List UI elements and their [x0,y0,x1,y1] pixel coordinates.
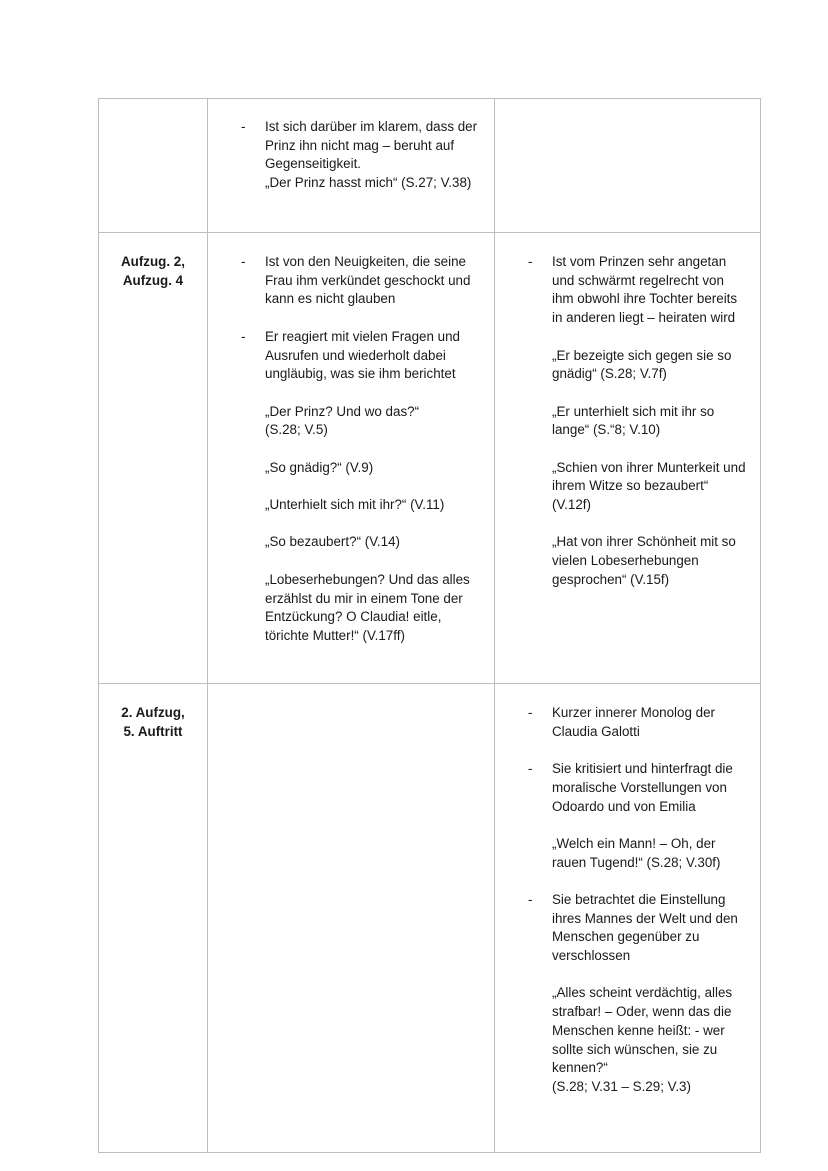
bullet-dash: - [528,254,533,269]
note-text: Ist von den Neuigkeiten, die seine Frau ihm verkündet geschockt und kann es nicht glauben [265,254,471,307]
table-row [99,99,761,233]
scene-label: Aufzug. 4 [122,272,184,288]
note-text: „Schien von ihrer Munterkeit und ihrem Witze so bezaubert“ (V.12f) [552,459,746,513]
odoardo-notes-cell [208,684,495,1153]
note-text: „Er unterhielt sich mit ihr so lange“ (S.“8; V.10) [552,403,715,438]
note-text: „Er bezeigte sich gegen sie so gnädig“ (S.28; V.7f) [552,347,732,382]
note-text: „So bezaubert?“ (V.14) [265,534,400,550]
scene-label-cell [99,684,208,1153]
note-text: Kurzer innerer Monolog der Claudia Galotti [552,705,716,739]
claudia-notes-cell [495,684,761,1153]
note-text: „Hat von ihrer Schönheit mit so vielen Lobeserhebungen gesprochen“ (V.15f) [552,534,736,587]
odoardo-notes-cell [208,99,495,233]
table-row [99,684,761,1153]
note-text: „Unterhielt sich mit ihr?“ (V.11) [265,497,445,513]
list-item [495,891,760,1097]
note-text: „So gnädig?“ (V.9) [265,459,374,475]
note-text: (S.28; V.5) [265,422,328,438]
list-item [495,253,760,590]
claudia-notes-cell [495,99,761,233]
list-item [208,328,494,646]
note-text: „Lobeserhebungen? Und das alles erzählst du mir in einem Tone der Entzückung? O Claudia! eitle, törichte Mutter!“ (V.17ff) [265,571,470,643]
bullet-dash: - [241,254,246,269]
bullet-dash: - [528,891,533,907]
bullet-dash: - [241,119,246,134]
scene-label-cell [99,233,208,684]
scene-label: Aufzug. 2, [121,254,185,269]
note-text: Ist sich darüber im klarem, dass der Prinz ihn nicht mag – beruht auf Gegenseitigkeit. [265,119,478,172]
note-text: „Alles scheint verdächtig, alles strafbar! – Oder, wenn das die Menschen kenne heißt: - wer sollte sich wünschen, sie zu kennen?“ [552,985,733,1076]
bullet-dash: - [528,761,533,777]
bullet-dash: - [528,705,533,720]
note-text: „Der Prinz hasst mich“ (S.27; V.38) [265,175,472,191]
note-text: „Welch ein Mann! – Oh, der rauen Tugend!“ (S.28; V.30f) [552,835,721,870]
bullet-dash: - [241,328,246,344]
scene-label-cell [99,99,208,233]
note-text: Er reagiert mit vielen Fragen und Ausrufen und wiederholt dabei ungläubig, was sie ihm berichtet [265,328,461,382]
table-row [99,233,761,684]
scene-label: 5. Auftritt [123,723,183,739]
note-text: Sie betrachtet die Einstellung ihres Mannes der Welt und den Menschen gegenüber zu verschlossen [552,891,738,964]
note-text: Sie kritisiert und hinterfragt die moralische Vorstellungen von Odoardo und von Emilia [552,761,733,814]
claudia-notes-cell [495,233,761,684]
list-item [495,760,760,872]
list-item [208,253,494,309]
list-item [208,118,494,193]
notes-table [98,98,761,1153]
note-text: Ist vom Prinzen sehr angetan und schwärmt regelrecht von ihm obwohl ihre Tochter bereits in anderen liegt – heiraten wird [552,254,738,326]
note-text: (S.28; V.31 – S.29; V.3) [552,1079,691,1094]
note-text: „Der Prinz? Und wo das?“ [265,403,420,419]
odoardo-notes-cell [208,233,495,684]
scene-label: 2. Aufzug, [121,705,185,720]
list-item [495,704,760,741]
